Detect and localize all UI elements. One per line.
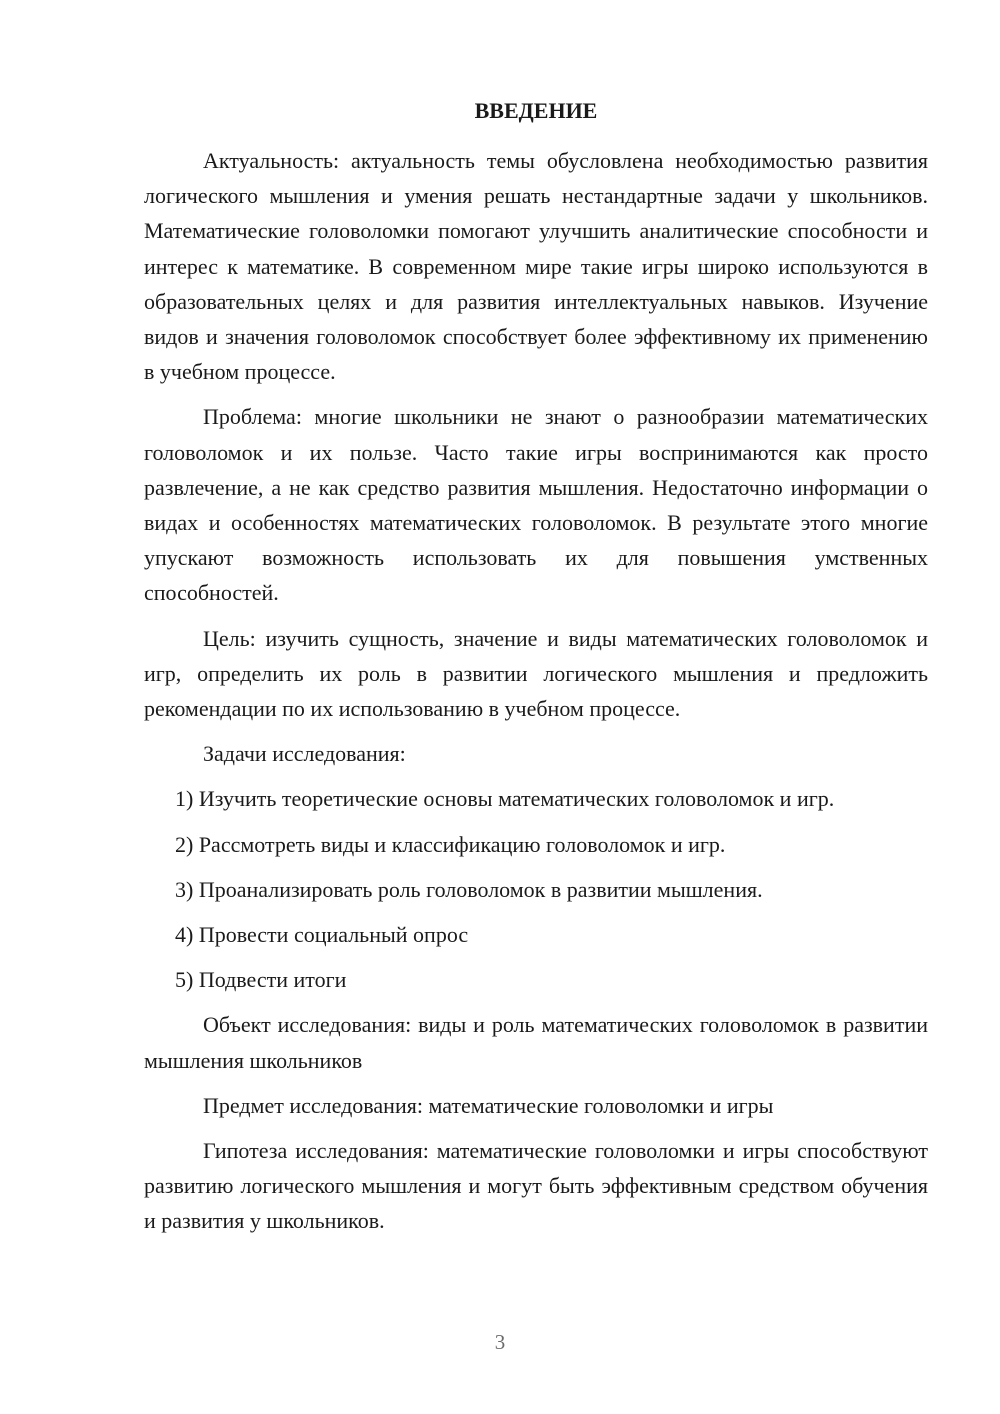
tasks-list [144, 781, 928, 997]
task-item-4: 4) Провести социальный опрос [175, 922, 469, 948]
goal-paragraph: Цель: изучить сущность, значение и виды математических головоломок и игр, определить их роль в развитии логического мышления и предложить рекомендации по их использованию в учебном процессе. [144, 625, 928, 722]
page-number: 3 [494, 1330, 506, 1354]
subject-paragraph: Предмет исследования: математические головоломки и игры [203, 1092, 774, 1118]
section-title: ВВЕДЕНИЕ [474, 98, 598, 123]
object-paragraph: Объект исследования: виды и роль математических головоломок в развитии мышления школьников [144, 1012, 928, 1073]
relevance-paragraph: Актуальность: актуальность темы обусловлена необходимостью развития логического мышления и умения решать нестандартные задачи у школьников. Математические головоломки помогают улучшить аналитические способности и интерес к математике. В современном мире такие игры широко используются в образовательных целях и для развития интеллектуальных навыков. Изучение видов и значения головоломок способствует более эффективному их применению в учебном процессе. [144, 148, 928, 385]
page-body [144, 95, 928, 1239]
tasks-heading: Задачи исследования: [203, 741, 406, 767]
task-item-3: 3) Проанализировать роль головоломок в развитии мышления. [175, 876, 763, 902]
problem-paragraph: Проблема: многие школьники не знают о разнообразии математических головоломок и их пользе. Часто такие игры воспринимаются как просто развлечение, а не как средство развития мышления. Недостаточно информации о видах и особенностях математических головоломок. В результате этого многие упускают возможность использовать их для повышения умственных способностей. [144, 404, 928, 606]
task-item-1: 1) Изучить теоретические основы математических головоломок и игр. [175, 786, 835, 812]
task-item-2: 2) Рассмотреть виды и классификацию головоломок и игр. [175, 831, 726, 857]
hypothesis-paragraph: Гипотеза исследования: математические головоломки и игры способствуют развитию логического мышления и могут быть эффективным средством обучения и развития у школьников. [144, 1138, 928, 1234]
task-item-5: 5) Подвести итоги [175, 967, 347, 993]
